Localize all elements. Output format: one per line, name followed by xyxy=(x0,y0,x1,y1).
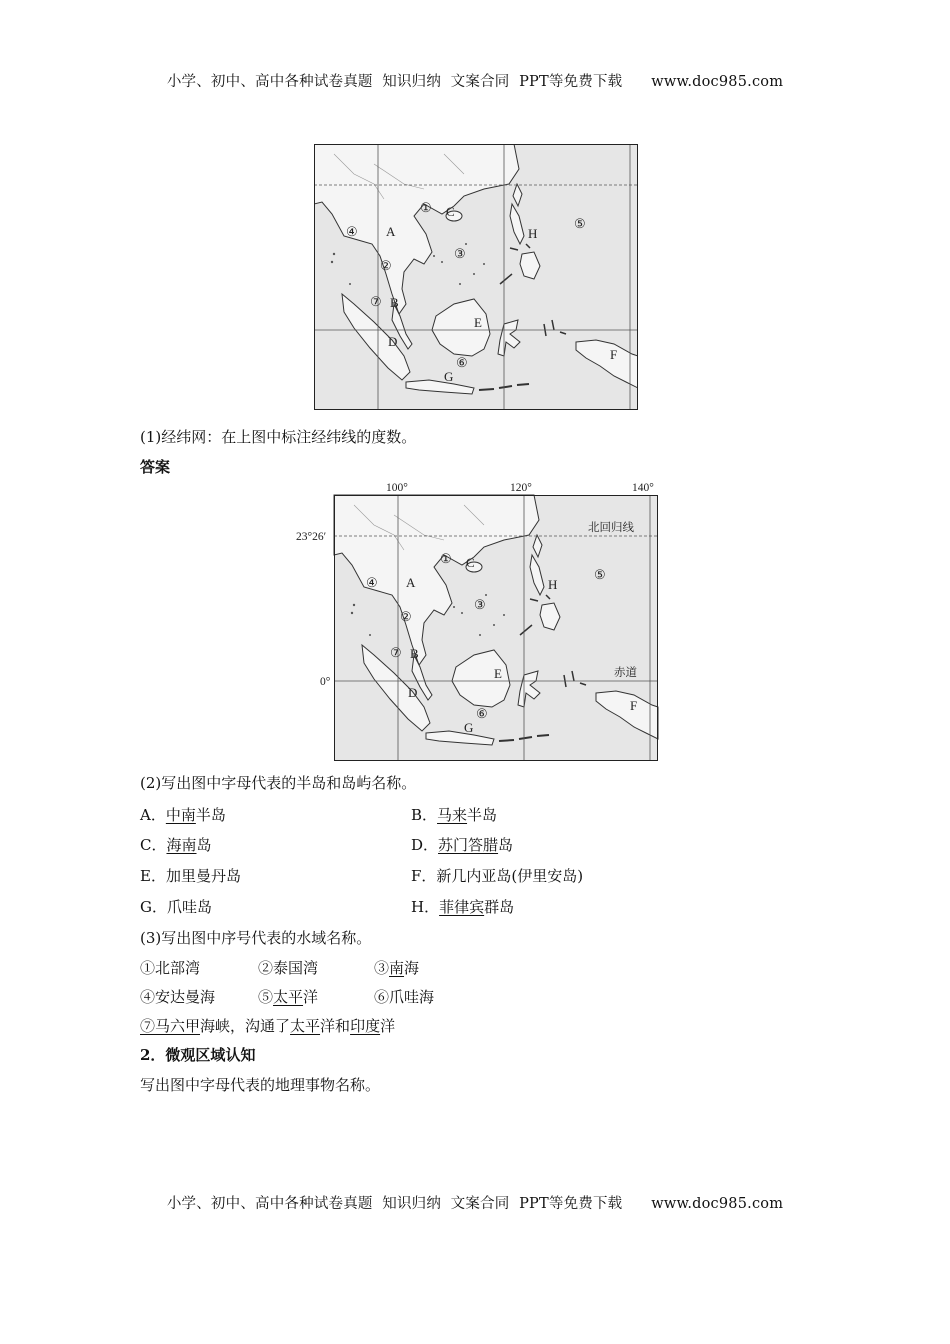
label-7: ⑦ xyxy=(370,294,382,309)
section-2-text: 写出图中字母代表的地理事物名称。 xyxy=(140,1076,381,1094)
question-3: (3)写出图中序号代表的水域名称。 xyxy=(140,929,372,947)
page-footer: 小学、初中、高中各种试卷真题 知识归纳 文案合同 PPT等免费下载 www.doc985.com xyxy=(166,1196,784,1212)
label-2: ② xyxy=(380,258,392,273)
lon-120: 120° xyxy=(510,482,532,494)
label-1: ① xyxy=(440,551,452,566)
label-6: ⑥ xyxy=(476,706,488,721)
label-e: E xyxy=(494,666,502,681)
water-7: ⑦马六甲海峡，沟通了太平洋和印度洋 xyxy=(140,1017,396,1035)
water-4: ④安达曼海 xyxy=(140,988,216,1006)
answer-b: B．马来半岛 xyxy=(411,806,498,824)
page-header: 小学、初中、高中各种试卷真题 知识归纳 文案合同 PPT等免费下载 www.doc985.com xyxy=(166,74,784,90)
label-a: A xyxy=(406,575,416,590)
answer-f: F．新几内亚岛(伊里安岛) xyxy=(411,867,584,885)
answer-map xyxy=(290,478,660,764)
water-2: ②泰国湾 xyxy=(258,959,319,977)
answer-e: E．加里曼丹岛 xyxy=(140,867,241,885)
answer-c: C．海南岛 xyxy=(140,836,212,854)
southeast-asia-map xyxy=(314,144,638,410)
label-c: C xyxy=(466,555,475,570)
label-2: ② xyxy=(400,609,412,624)
label-e: E xyxy=(474,315,482,330)
lat-tropic: 23°26′ xyxy=(296,531,327,543)
lon-100: 100° xyxy=(386,482,408,494)
answer-g: G．爪哇岛 xyxy=(140,898,212,916)
label-1: ① xyxy=(420,200,432,215)
answer-h: H．菲律宾群岛 xyxy=(411,898,515,916)
question-2: (2)写出图中字母代表的半岛和岛屿名称。 xyxy=(140,774,417,792)
equator-label: 赤道 xyxy=(614,665,637,679)
water-6: ⑥爪哇海 xyxy=(374,988,435,1006)
label-f: F xyxy=(610,347,618,362)
label-d: D xyxy=(388,334,398,349)
tropic-label: 北回归线 xyxy=(588,520,634,534)
lat-equator: 0° xyxy=(320,676,331,688)
water-3: ③南海 xyxy=(374,959,420,977)
label-g: G xyxy=(444,369,454,384)
label-5: ⑤ xyxy=(594,567,606,582)
answer-d: D．苏门答腊岛 xyxy=(411,836,514,854)
label-3: ③ xyxy=(454,246,466,261)
lon-140: 140° xyxy=(632,482,654,494)
water-1: ①北部湾 xyxy=(140,959,201,977)
label-b: B xyxy=(390,295,399,310)
label-h: H xyxy=(528,226,538,241)
label-d: D xyxy=(408,685,418,700)
question-1: (1)经纬网：在上图中标注经纬线的度数。 xyxy=(140,428,417,446)
label-a: A xyxy=(386,224,396,239)
label-6: ⑥ xyxy=(456,355,468,370)
section-2-title: 2．微观区域认知 xyxy=(140,1046,256,1064)
label-5: ⑤ xyxy=(574,216,586,231)
label-g: G xyxy=(464,720,474,735)
answer-a: A．中南半岛 xyxy=(140,806,226,824)
water-5: ⑤太平洋 xyxy=(258,988,319,1006)
label-3: ③ xyxy=(474,597,486,612)
answer-label: 答案 xyxy=(140,458,171,476)
label-f: F xyxy=(630,698,638,713)
label-c: C xyxy=(446,204,455,219)
label-h: H xyxy=(548,577,558,592)
label-b: B xyxy=(410,646,419,661)
label-7: ⑦ xyxy=(390,645,402,660)
label-4: ④ xyxy=(366,575,378,590)
label-4: ④ xyxy=(346,224,358,239)
